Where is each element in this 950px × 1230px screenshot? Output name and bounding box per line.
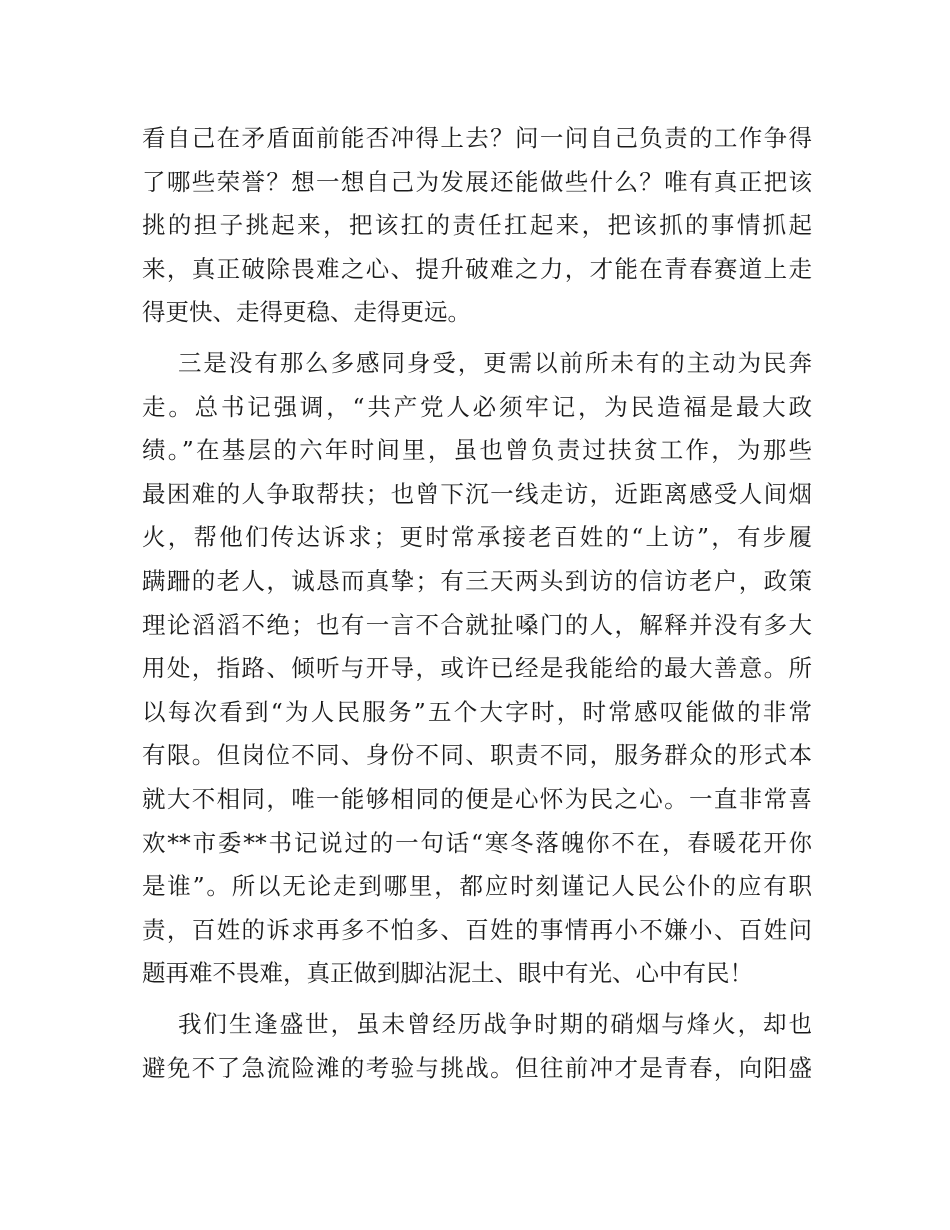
text-line: 理论滔滔不绝；也有一言不合就扯嗓门的人，解释并没有多大 <box>142 610 812 639</box>
text-line: 蹒跚的老人，诚恳而真挚；有三天两头到访的信访老户，政策 <box>142 566 812 595</box>
paragraph <box>142 1003 812 1090</box>
text-line: 最困难的人争取帮扶；也曾下沉一线走访，近距离感受人间烟 <box>142 479 812 508</box>
paragraph <box>142 117 812 335</box>
text-line: 来，真正破除畏难之心、提升破难之力，才能在青春赛道上走 <box>142 254 812 283</box>
text-line: 三是没有那么多感同身受，更需以前所未有的主动为民奔 <box>178 349 812 377</box>
text-line: 用处，指路、倾听与开导，或许已经是我能给的最大善意。所 <box>142 654 812 683</box>
text-line: 是谁”。所以无论走到哪里，都应时刻谨记人民公仆的应有职 <box>142 872 812 901</box>
text-line: 欢**市委**书记说过的一句话“寒冬落魄你不在，春暖花开你 <box>142 828 812 857</box>
text-line: 火，帮他们传达诉求；更时常承接老百姓的“上访”，有步履 <box>142 523 812 552</box>
text-line: 就大不相同，唯一能够相同的便是心怀为民之心。一直非常喜 <box>142 784 812 813</box>
text-line: 避免不了急流险滩的考验与挑战。但往前冲才是青春，向阳盛 <box>142 1053 812 1082</box>
paragraph <box>142 342 812 996</box>
text-line: 以每次看到“为人民服务”五个大字时，时常感叹能做的非常 <box>142 697 812 726</box>
text-line: 挑的担子挑起来，把该扛的责任扛起来，把该抓的事情抓起 <box>142 211 812 240</box>
text-line: 绩。”在基层的六年时间里，虽也曾负责过扶贫工作，为那些 <box>142 436 812 465</box>
text-line: 看自己在矛盾面前能否冲得上去？问一问自己负责的工作争得 <box>142 124 812 152</box>
text-line: 有限。但岗位不同、身份不同、职责不同，服务群众的形式本 <box>142 741 812 770</box>
text-line: 走。总书记强调，“共产党人必须牢记，为民造福是最大政 <box>142 392 812 421</box>
text-line: 了哪些荣誉？想一想自己为发展还能做些什么？唯有真正把该 <box>142 167 812 196</box>
text-line: 题再难不畏难，真正做到脚沾泥土、眼中有光、心中有民！ <box>142 959 753 988</box>
text-line: 我们生逢盛世，虽未曾经历战争时期的硝烟与烽火，却也 <box>178 1010 812 1038</box>
text-line: 得更快、走得更稳、走得更远。 <box>142 298 471 327</box>
text-line: 责，百姓的诉求再多不怕多、百姓的事情再小不嫌小、百姓问 <box>142 915 812 944</box>
